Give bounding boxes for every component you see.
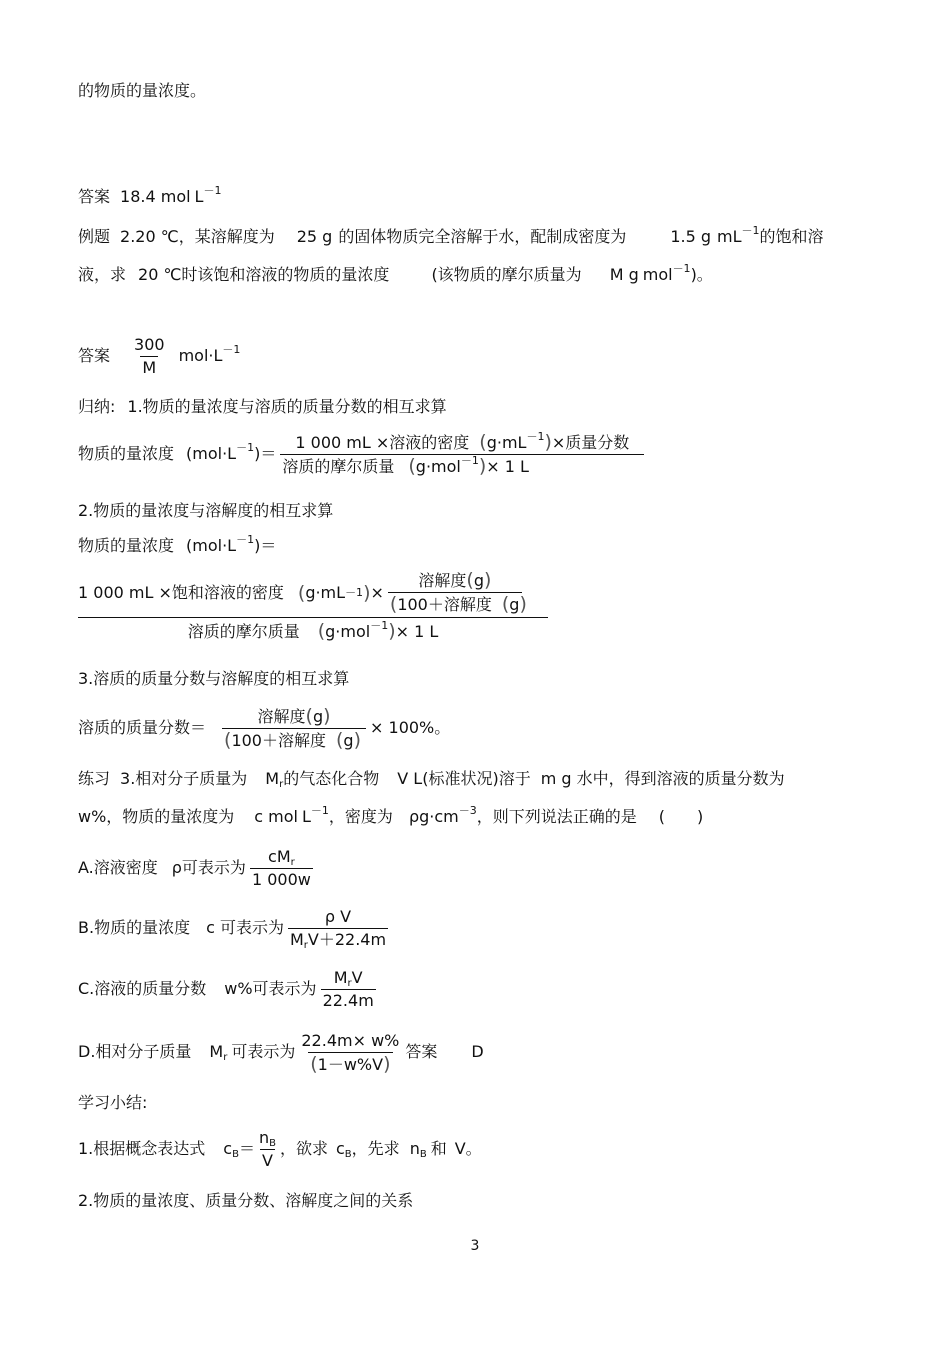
answer-line: 答案 $\frac{300}{M}$ $mol\cdot L^{-1}$ <box>78 335 241 377</box>
option-c: C.溶液的质量分数 w%可表示为 $\frac{M_rV}{22.4m}$ <box>78 968 374 1010</box>
formula-line: 溶质的质量分数＝ $\frac{\text{溶解度(g)}}{\text{(100＋溶解度 (g)}}$ × 100%。 <box>78 705 451 751</box>
fraction: $\frac{\text{溶解度(g)}}{\text{(100＋溶解度 (g)}}$ <box>389 569 527 615</box>
fraction: $\frac{n_B}{V}$ <box>258 1128 276 1170</box>
exercise-line: w%，物质的量浓度为 c mol $L^{-1}$，密度为 $\rho g\cdot cm^{-3}$，则下列说法正确的是 ( ) <box>78 804 704 826</box>
text-line: 3.溶质的质量分数与溶解度的相互求算 <box>78 669 350 688</box>
page-number: 3 <box>470 1238 480 1254</box>
formula-line: 物质的量浓度 $(mol\cdot L^{-1})=$ $\frac{1 000 mL \times 溶液的密度 (g\cdot mL^{-1})\times 质量分数}{溶质的摩尔质量 (g\cdot mol^{-1})\times 1 L}$ <box>78 428 648 480</box>
fraction: $\frac{cM_r}{1 000w}$ <box>251 847 311 889</box>
fraction: $\frac{M_rV}{22.4m}$ <box>322 968 374 1010</box>
exercise-line: 练习 3.相对分子质量为 $M_r$的气态化合物 V L(标准状况)溶于 m g 水中，得到溶液的质量分数为 <box>78 769 785 790</box>
answer-line: 答案 18.4 mol $L^{-1}$ <box>78 184 222 206</box>
option-a: A.溶液密度 ρ可表示为 $\frac{cM_r}{1 000w}$ <box>78 847 311 889</box>
fraction: $\frac{300}{M}$ <box>134 335 165 377</box>
fraction: $\frac{22.4m\times w\%}{(1-w\%V)}$ <box>301 1030 400 1075</box>
fraction: $\frac{\text{ρ V}}{M_rV+22.4m}$ <box>289 907 387 951</box>
summary-line: 1.根据概念表达式 $c_B=$ $\frac{n_B}{V}$ ，欲求 $c_B$，先求 $n_B$ 和 V。 <box>78 1128 482 1170</box>
formula-block: 1 000 mL ×饱和溶液的密度 ( g·mL －1 ) × $\frac{\text{溶解度(g)}}{\text{(100＋溶解度 (g)}}$ 溶质的摩尔质量 (g·mol$^{-1}$)× 1 L <box>78 570 548 645</box>
text-line: 2.物质的量浓度、质量分数、溶解度之间的关系 <box>78 1191 414 1210</box>
option-d: D.相对分子质量 $M_r$ 可表示为 $\frac{22.4m\times w\%}{(1-w\%V)}$ 答案 D <box>78 1030 484 1075</box>
text-line: 的物质的量浓度。 <box>78 81 207 100</box>
fraction: $\frac{\text{溶解度(g)}}{\text{(100＋溶解度 (g)}}$ <box>222 706 366 751</box>
text-line: 归纳: 1.物质的量浓度与溶质的质量分数的相互求算 <box>78 397 447 416</box>
formula-line: 物质的量浓度 $(mol\cdot L^{-1})=$ <box>78 533 277 555</box>
fraction: $\frac{1 000 mL \times 溶液的密度 (g\cdot mL^{-1})\times 质量分数}{溶质的摩尔质量 (g\cdot mol^{-1})\times 1 L}$ <box>280 432 644 477</box>
text-line: 学习小结: <box>78 1093 148 1112</box>
option-b: B.物质的量浓度 c 可表示为 $\frac{\text{ρ V}}{M_rV+22.4m}$ <box>78 907 387 951</box>
example-line: 液，求 20 ℃时该饱和溶液的物质的量浓度 (该物质的摩尔质量为 M g mol$^{-1}$)。 <box>78 262 713 284</box>
example-line: 例题 2.20 ℃，某溶解度为 25 g 的固体物质完全溶解于水，配制成密度为 1.5 g $mL^{-1}$的饱和溶 <box>78 224 824 246</box>
text-line: 2.物质的量浓度与溶解度的相互求算 <box>78 501 334 520</box>
